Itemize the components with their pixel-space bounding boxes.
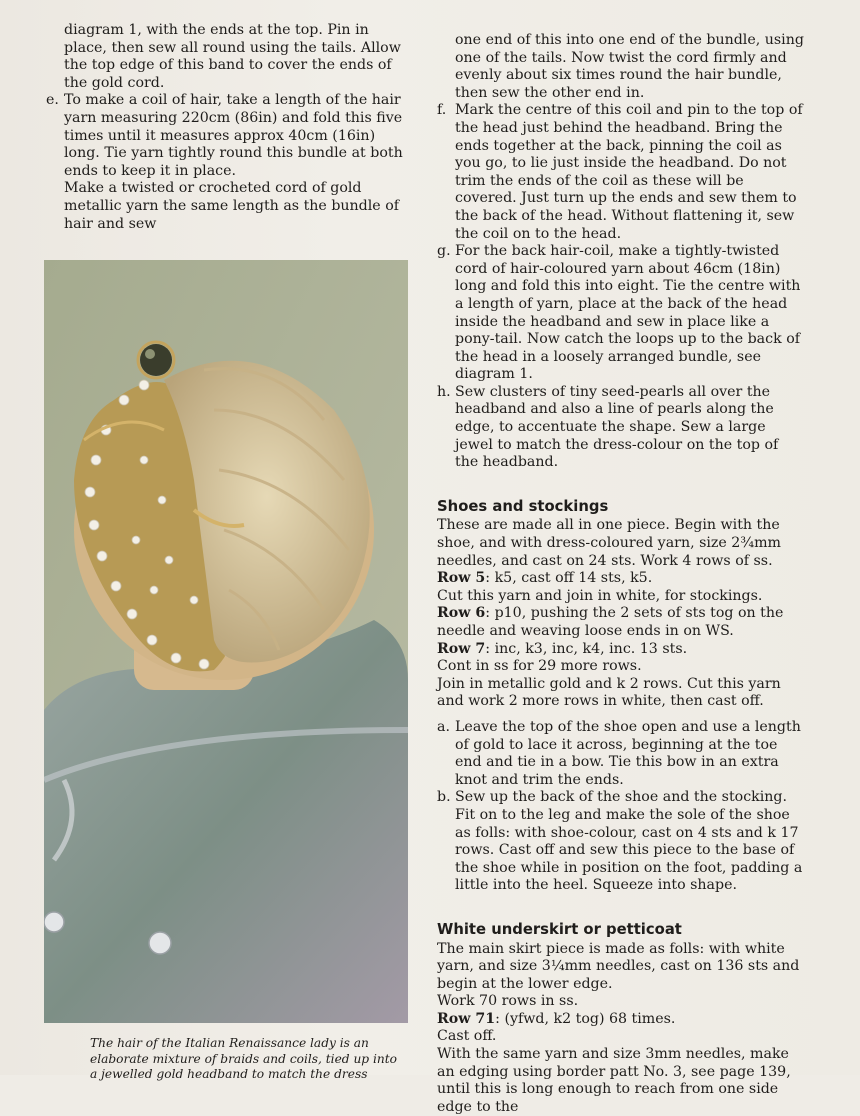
caption-line-3: a jewelled gold headband to match the dress [90,1067,368,1082]
paragraph-intro: diagram 1, with the ends at the top. Pin in place, then sew all round using the tails. Allow the top edge of this band to cover the ends of the gold cord. [64,22,401,91]
petticoat-row-71 [437,1011,805,1029]
row-71-text: : (yfwd, k2 tog) 68 times. [495,1010,676,1027]
shoes-join: Join in metallic gold and k 2 rows. Cut this yarn and work 2 more rows in white, then cast off. [437,675,781,710]
step-h [437,384,805,472]
paragraph-cord: Make a twisted or crocheted cord of gold metallic yarn the same length as the bundle of hair and sew [64,180,399,232]
doll-photo [44,260,408,1023]
step-e-label: e. [46,92,59,109]
photo-caption [90,1036,410,1083]
row-5-text: : k5, cast off 14 sts, k5. [485,570,653,587]
shoes-row-7 [437,641,805,659]
petticoat-intro: The main skirt piece is made as folls: with white yarn, and size 3¼mm needles, cast on 136 sts and begin at the lower edge. [437,940,800,992]
shoes-row-5 [437,570,805,588]
step-g-text: For the back hair-coil, make a tightly-twisted cord of hair-coloured yarn about 46cm (18in) long and fold this into eight. Tie the centre with a length of yarn, place at the back of the head inside the headband and sew in place like a pony-tail. Now catch the loops up to the back of the head in a loosely arranged bundle, see diagram 1. [455,243,801,383]
caption-line-2: elaborate mixture of braids and coils, tied up into [90,1051,397,1066]
left-column [46,22,414,233]
shoes-step-a-label: a. [437,718,450,735]
step-e [46,92,414,180]
heading-petticoat: White underskirt or petticoat [437,920,682,938]
step-h-text: Sew clusters of tiny seed-pearls all over the headband and also a line of pearls along the edge, to accentuate the shape. Sew a large jewel to match the dress-colour on the top of the headband. [455,383,779,471]
row-6-label: Row 6 [437,605,486,622]
petticoat-castoff: Cast off. [437,1028,497,1045]
row-7-text: : inc, k3, inc, k4, inc. 13 sts. [485,640,688,657]
row-7-label: Row 7 [437,640,486,657]
doll-hair-image [44,260,408,1023]
right-column [437,32,805,1116]
step-e-text: To make a coil of hair, take a length of the hair yarn measuring 220cm (86in) and fold this five times until it measures approx 40cm (16in) long. Tie yarn tightly round this bundle at both ends to keep it in place. [64,92,403,179]
heading-shoes: Shoes and stockings [437,497,609,515]
step-f-text: Mark the centre of this coil and pin to the top of the head just behind the headband. Bring the ends together at the back, pinning the coil as you go, to lie just inside the headband. Do not trim the ends of the coil as these will be covered. Just turn up the ends and sew them to the back of the head. Without flattening it, sew the coil on to the head. [455,102,803,242]
step-g-label: g. [437,243,451,260]
shoes-intro: These are made all in one piece. Begin with the shoe, and with dress-coloured yarn, size 2¾mm needles, and cast on 24 sts. Work 4 rows of ss. [437,517,781,569]
shoes-cut: Cut this yarn and join in white, for stockings. [437,587,763,604]
shoes-step-b [437,789,805,895]
caption-line-1: The hair of the Italian Renaissance lady is an [90,1036,369,1050]
row-6-text: : p10, pushing the 2 sets of sts tog on the needle and weaving loose ends in on WS. [437,605,784,639]
step-h-label: h. [437,383,451,400]
row-71-label: Row 71 [437,1010,496,1027]
petticoat-work: Work 70 rows in ss. [437,993,579,1010]
shoes-step-a-text: Leave the top of the shoe open and use a length of gold to lace it across, beginning at the toe end and tie in a bow. Tie this bow in an extra knot and trim the ends. [455,718,801,788]
paragraph-continued: one end of this into one end of the bundle, using one of the tails. Now twist the cord firmly and evenly about six times round the hair bundle, then sew the other end in. [455,32,804,101]
step-g [437,243,805,384]
shoes-step-b-text: Sew up the back of the shoe and the stocking. Fit on to the leg and make the sole of the shoe as folls: with shoe-colour, cast on 4 sts and k 17 rows. Cast off and sew this piece to the base of the shoe while in position on the foot, padding a little into the heel. Squeeze into shape. [455,789,803,894]
shoes-cont: Cont in ss for 29 more rows. [437,658,642,675]
shoes-step-b-label: b. [437,789,451,806]
petticoat-edging: With the same yarn and size 3mm needles, make an edging using border patt No. 3, see page 139, until this is long enough to reach from one side edge to the [437,1046,791,1115]
shoes-step-a [437,719,805,789]
row-5-label: Row 5 [437,570,486,587]
shoes-row-6 [437,605,805,640]
step-f-label: f. [437,102,447,119]
step-f [437,102,805,243]
